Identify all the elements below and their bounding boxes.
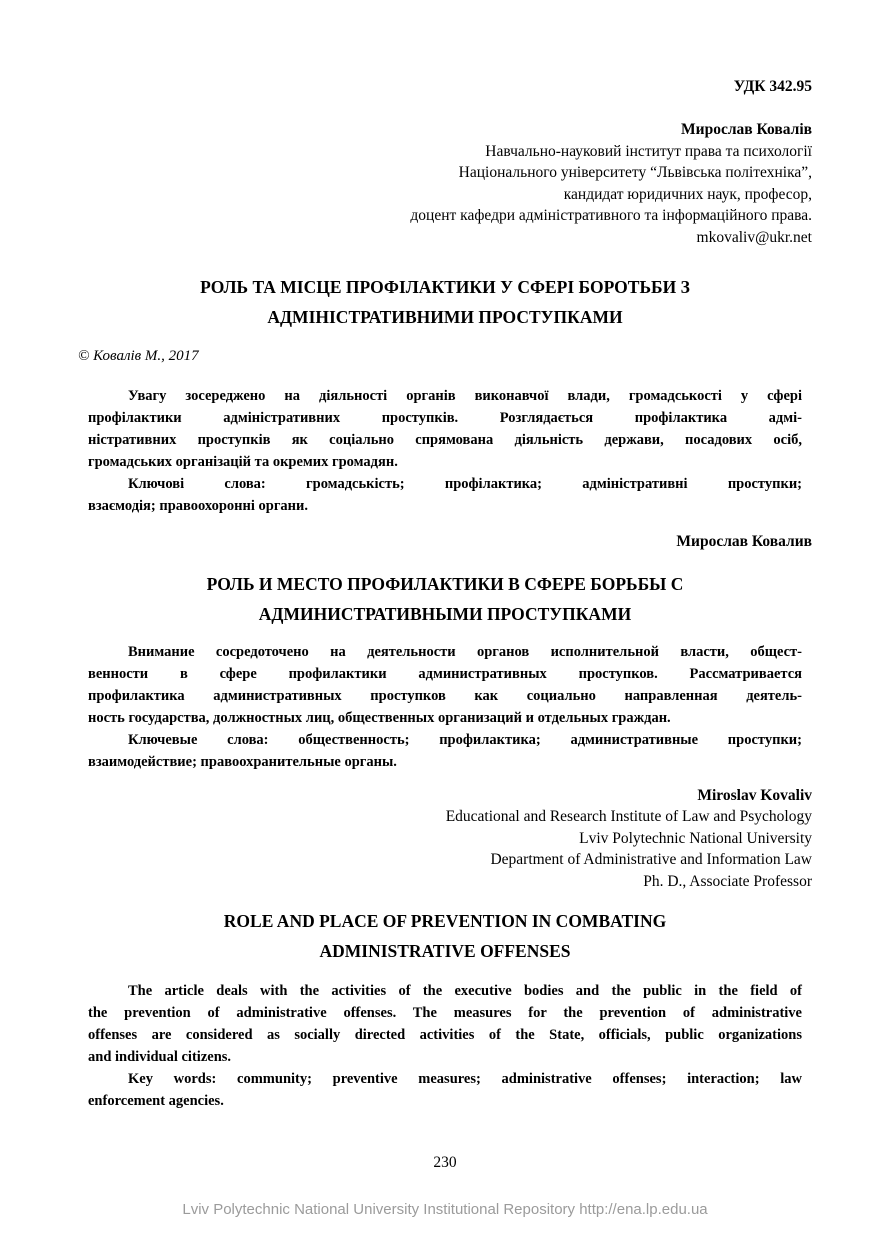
abstract-line-ru: профилактика административных проступков как социально направленная деятель- <box>88 687 802 704</box>
repository-footer: Lviv Polytechnic National University Institutional Repository http://ena.lp.edu.ua <box>182 1201 708 1218</box>
abstract-line-uk: громадських організацій та окремих громадян. <box>88 454 398 470</box>
abstract-line-en: and individual citizens. <box>88 1049 232 1065</box>
keywords-line-ru: взаимодействие; правоохранительные органы. <box>88 753 397 770</box>
abstract-en <box>88 980 802 1112</box>
affiliation-line-uk: доцент кафедри адміністративного та інформаційного права. <box>410 207 812 224</box>
keywords-line-ru: Ключевые слова: общественность; профилактика; административные проступки; <box>128 731 802 748</box>
abstract-line-uk: Увагу зосереджено на діяльності органів виконавчої влади, громадськості у сфері <box>128 388 802 404</box>
affiliation-line-en: Educational and Research Institute of Law and Psychology <box>445 808 812 825</box>
article-title-ru <box>78 569 812 629</box>
author-name-ru: Мирослав Ковалив <box>676 533 812 550</box>
abstract-line-ru: венности в сфере профилактики административных проступков. Рассматривается <box>88 665 802 682</box>
copyright-notice: © Ковалів М., 2017 <box>78 348 199 364</box>
abstract-paragraph-en <box>88 980 802 1068</box>
title-line-uk: АДМІНІСТРАТИВНИМИ ПРОСТУПКАМИ <box>267 307 623 327</box>
keywords-line-en: Key words: community; preventive measures; administrative offenses; interaction; law <box>128 1071 802 1087</box>
abstract-line-en: the prevention of administrative offenses. The measures for the prevention of administrative <box>88 1005 802 1021</box>
author-name-en: Miroslav Kovaliv <box>697 786 812 804</box>
article-title-en <box>78 906 812 966</box>
keywords-paragraph-ru <box>88 729 802 773</box>
title-line-en: ROLE AND PLACE OF PREVENTION IN COMBATING <box>223 911 667 931</box>
title-line-en: ADMINISTRATIVE OFFENSES <box>319 941 571 961</box>
title-line-ru: РОЛЬ И МЕСТО ПРОФИЛАКТИКИ В СФЕРЕ БОРЬБЫ С <box>206 573 684 594</box>
affiliation-line-en: Ph. D., Associate Professor <box>643 872 812 890</box>
keywords-line-uk: Ключові слова: громадськість; профілактика; адміністративні проступки; <box>128 476 802 492</box>
abstract-line-en: The article deals with the activities of the executive bodies and the public in the field of <box>128 983 802 999</box>
author-name-uk: Мирослав Ковалів <box>681 121 812 138</box>
affiliation-line-uk: кандидат юридичних наук, професор, <box>563 185 812 203</box>
udc-code: УДК 342.95 <box>733 78 812 95</box>
abstract-line-uk: профілактики адміністративних проступків. Розглядається профілактика адмі- <box>88 410 802 426</box>
article-title-uk <box>78 272 812 332</box>
affiliation-line-en: Department of Administrative and Information Law <box>490 851 812 868</box>
affiliation-line-uk: Національного університету “Львівська політехніка”, <box>458 164 812 181</box>
abstract-line-ru: ность государства, должностных лиц, общественных организаций и отдельных граждан. <box>88 709 671 726</box>
author-block-en <box>78 785 812 893</box>
author-block-uk <box>78 119 812 248</box>
affiliation-line-en: Lviv Polytechnic National University <box>579 829 812 847</box>
abstract-uk <box>88 385 802 517</box>
page-number: 230 <box>433 1154 457 1171</box>
affiliation-lines-en <box>78 806 812 892</box>
affiliation-lines-uk <box>78 141 812 249</box>
affiliation-line-uk: Навчально-науковий інститут права та психології <box>485 142 812 160</box>
abstract-line-ru: Внимание сосредоточено на деятельности органов исполнительной власти, общест- <box>128 643 802 660</box>
title-line-uk: РОЛЬ ТА МІСЦЕ ПРОФІЛАКТИКИ У СФЕРІ БОРОТЬБИ З <box>200 277 690 297</box>
title-line-ru: АДМИНИСТРАТИВНЫМИ ПРОСТУПКАМИ <box>258 603 632 624</box>
affiliation-line-uk: mkovaliv@ukr.net <box>696 228 812 246</box>
abstract-line-en: offenses are considered as socially directed activities of the State, officials, public organizations <box>88 1027 802 1043</box>
abstract-line-uk: ністративних проступків як соціально спрямована діяльність держави, посадових осіб, <box>88 432 802 448</box>
keywords-line-uk: взаємодія; правоохоронні органи. <box>88 498 308 514</box>
abstract-paragraph-ru <box>88 641 802 729</box>
keywords-line-en: enforcement agencies. <box>88 1093 224 1109</box>
abstract-paragraph-uk <box>88 385 802 473</box>
keywords-paragraph-en <box>88 1068 802 1112</box>
keywords-paragraph-uk <box>88 473 802 517</box>
abstract-ru <box>88 641 802 773</box>
